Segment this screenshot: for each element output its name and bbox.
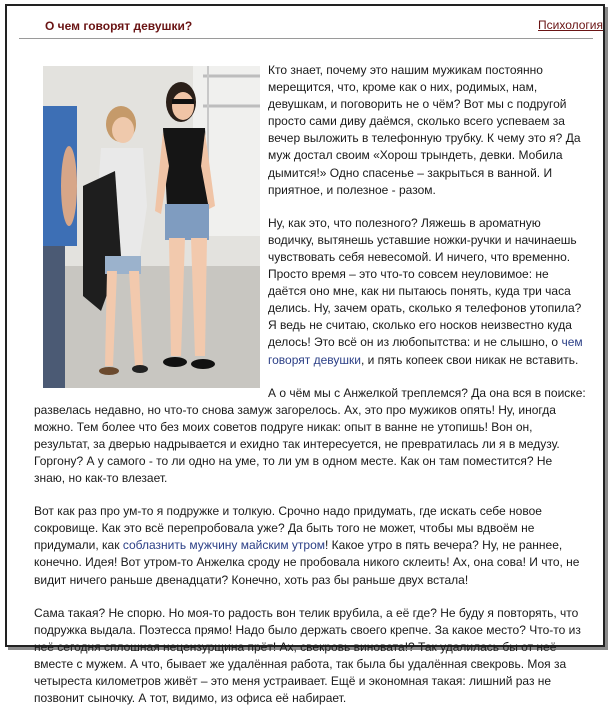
- link-what-girls-talk-about[interactable]: чем говорят девушки: [268, 335, 583, 367]
- paragraph-2: Ну, как это, что полезного? Ляжешь в ароматную водичку, вытянешь уставшие ножки-ручки и начинаешь чувствовать себя невесомой. И ничего, что временно. Просто время – это что-то совсем неуловимое: не даётся оно мне, как ни пытаюсь понять, куда три часа делись. Ну, зачем орать, сколько я телефонов утопила? Я ведь не считаю, сколько его носков неизвестно куда делось! Это всё он из любопытства: и не слышно, о чем говорят девушки, и пять копеек свои никак не вставить.: [268, 215, 583, 367]
- link-seduce-man-may-morning[interactable]: соблазнить мужчину майским утром: [122, 538, 325, 553]
- paragraph-3: А о чём мы с Анжелкой треплемся? Да она вся в поиске: развелась недавно, но что-то снова замуж загорелось. Ах, это про мужиков опять! Ну, иногда можно. Тем более что без моих советов подруге никак: опыт в ванне не утопишь! Вон он, результат, за дверью надрывается и ехидно так интересуется, не превратилась ли я в медузу. Горгону? А у самого - то ли одно на уме, то ли ум в одном месте. Как он там поместится? Не знаю, но как-то влезает.: [34, 385, 586, 486]
- category-link[interactable]: Психология: [538, 18, 603, 32]
- page-title: О чем говорят девушки?: [45, 19, 193, 33]
- paragraph-1: Кто знает, почему это нашим мужикам постоянно мерещится, что, кроме как о них, родимых, нам, девушкам, и поговорить не о чём? Вот мы с подругой просто сами диву даёмся, сколько всего успеваем за вечер выложить в телефонную трубку. К чему это я? Да муж достал своим «Хорош трындеть, девки. Мобила дымится!» Одно спасенье – закрыться в ванной. И приятное, и полезное - разом.: [268, 63, 581, 197]
- paragraph-4: Вот как раз про ум-то я подружке и толкую. Срочно надо придумать, где искать себе новое сокровище. Как это всё перепробовала уже? Да быть того не может, чтобы мы вдвоём не придумали, как соблазнить мужчину майским утром! Какое утро в пять вечера? Ну, не раннее, конечно. Идея! Вот утром-то Анжелка сроду не пробовала никого склеить! Ах, она сова! И что, не видит ничего раньше двенадцати? Конечно, хоть раз бы раньше двух встала!: [34, 504, 580, 587]
- article-photo: [43, 66, 260, 388]
- photo-two-women-walking-icon: [43, 66, 260, 388]
- article-frame: [5, 4, 605, 706]
- article-body: [34, 62, 586, 723]
- paragraph-5: Сама такая? Не спорю. Но моя-то радость вон телик врубила, а её где? Не буду я повторять, что подружка выдала. Поэтесса прямо! Надо было держать своего крепче. За какое место? Что-то из неё сегодня сплошная нецензурщина прёт! Ах, свекровь виновата!? Так удалилась бы от неё вместе с мужем. А что, бывает же удалённая работа, так была бы удалённая свекровь. Моя за четыреста километров живёт – это меня устраивает. Ещё и экономная такая: лишний раз не позвонит сыночку. А тот, видимо, из офиса её набирает.: [34, 605, 581, 706]
